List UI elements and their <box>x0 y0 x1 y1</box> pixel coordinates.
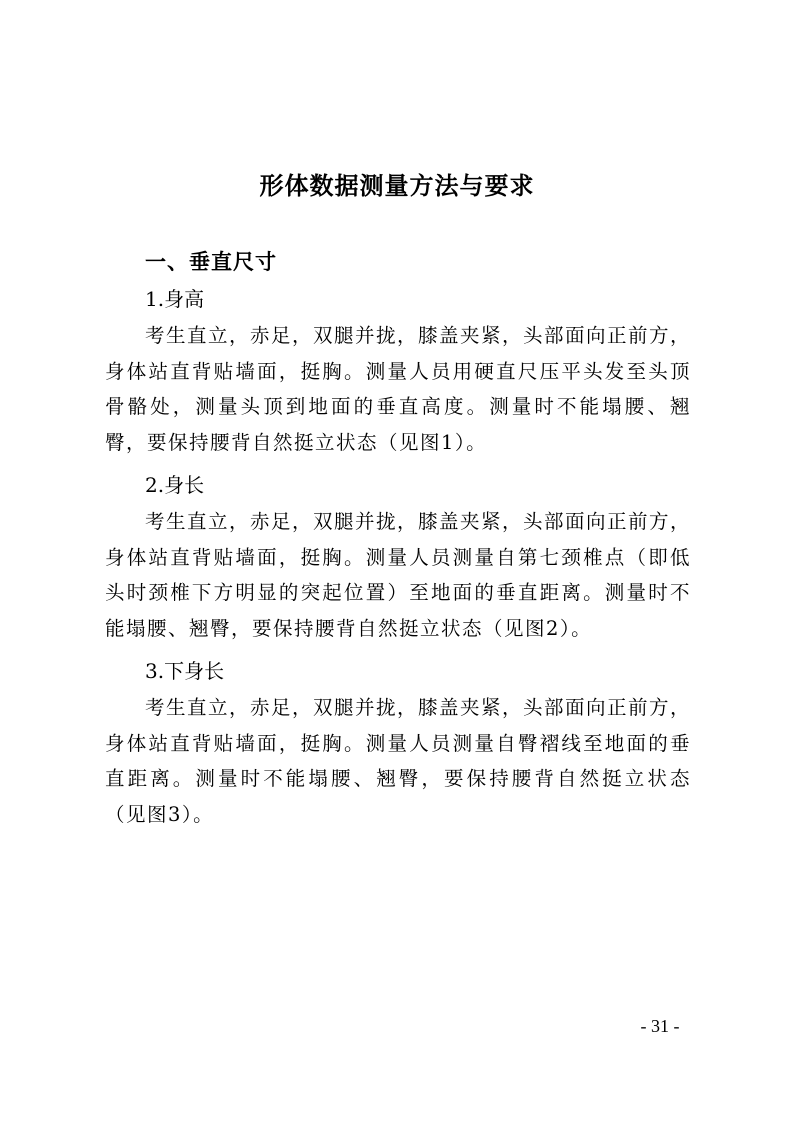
paragraph-lower-body-length: 考生直立，赤足，双腿并拢，膝盖夹紧，头部面向正前方，身体站直背贴墙面，挺胸。测量人员测量自臀褶线至地面的垂直距离。测量时不能塌腰、翘臀，要保持腰背自然挺立状态（见图3）。 <box>105 696 692 826</box>
page-title: 形体数据测量方法与要求 <box>259 171 535 200</box>
subheading-height: 1.身高 <box>145 287 205 311</box>
page-number: - 31 - <box>640 1016 680 1036</box>
section-heading: 一、垂直尺寸 <box>145 250 277 274</box>
paragraph-height: 考生直立，赤足，双腿并拢，膝盖夹紧，头部面向正前方，身体站直背贴墙面，挺胸。测量人员用硬直尺压平头发至头顶骨骼处，测量头顶到地面的垂直高度。测量时不能塌腰、翘臀，要保持腰背自然挺立状态（见图1）。 <box>105 324 692 454</box>
subheading-lower-body-length: 3.下身长 <box>145 659 225 683</box>
paragraph-body-length: 考生直立，赤足，双腿并拢，膝盖夹紧，头部面向正前方，身体站直背贴墙面，挺胸。测量人员测量自第七颈椎点（即低头时颈椎下方明显的突起位置）至地面的垂直距离。测量时不能塌腰、翘臀，要保持腰背自然挺立状态（见图2）。 <box>105 510 692 640</box>
subheading-body-length: 2.身长 <box>145 473 205 497</box>
